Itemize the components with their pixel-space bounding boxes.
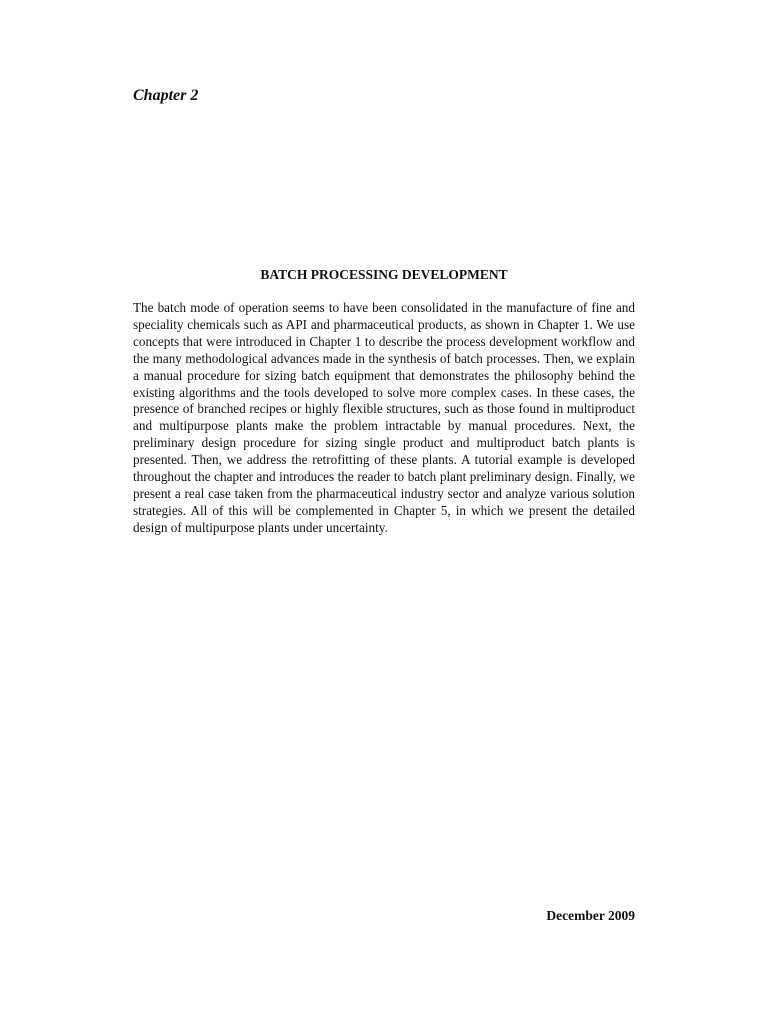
chapter-label: Chapter 2 xyxy=(133,87,199,104)
section-title: BATCH PROCESSING DEVELOPMENT xyxy=(260,267,508,282)
date-label: December 2009 xyxy=(546,908,635,923)
body-paragraph: The batch mode of operation seems to have been consolidated in the manufacture of fine and speciality chemicals such as API and pharmaceutical products, as shown in Chapter 1. We use concepts that were introduced in Chapter 1 to describe the process development workflow and the many methodological advances made in the synthesis of batch processes. Then, we explain a manual procedure for sizing batch equipment that demonstrates the philosophy behind the existing algorithms and the tools developed to solve more complex cases. In these cases, the presence of branched recipes or highly flexible structures, such as those found in multiproduct and multipurpose plants make the problem intractable by manual procedures. Next, the preliminary design procedure for sizing single product and multiproduct batch plants is presented. Then, we address the retrofitting of these plants. A tutorial example is developed throughout the chapter and introduces the reader to batch plant preliminary design. Finally, we present a real case taken from the pharmaceutical industry sector and analyze various solution strategies. All of this will be complemented in Chapter 5, in which we present the detailed design of multipurpose plants under uncertainty. xyxy=(133,300,635,535)
